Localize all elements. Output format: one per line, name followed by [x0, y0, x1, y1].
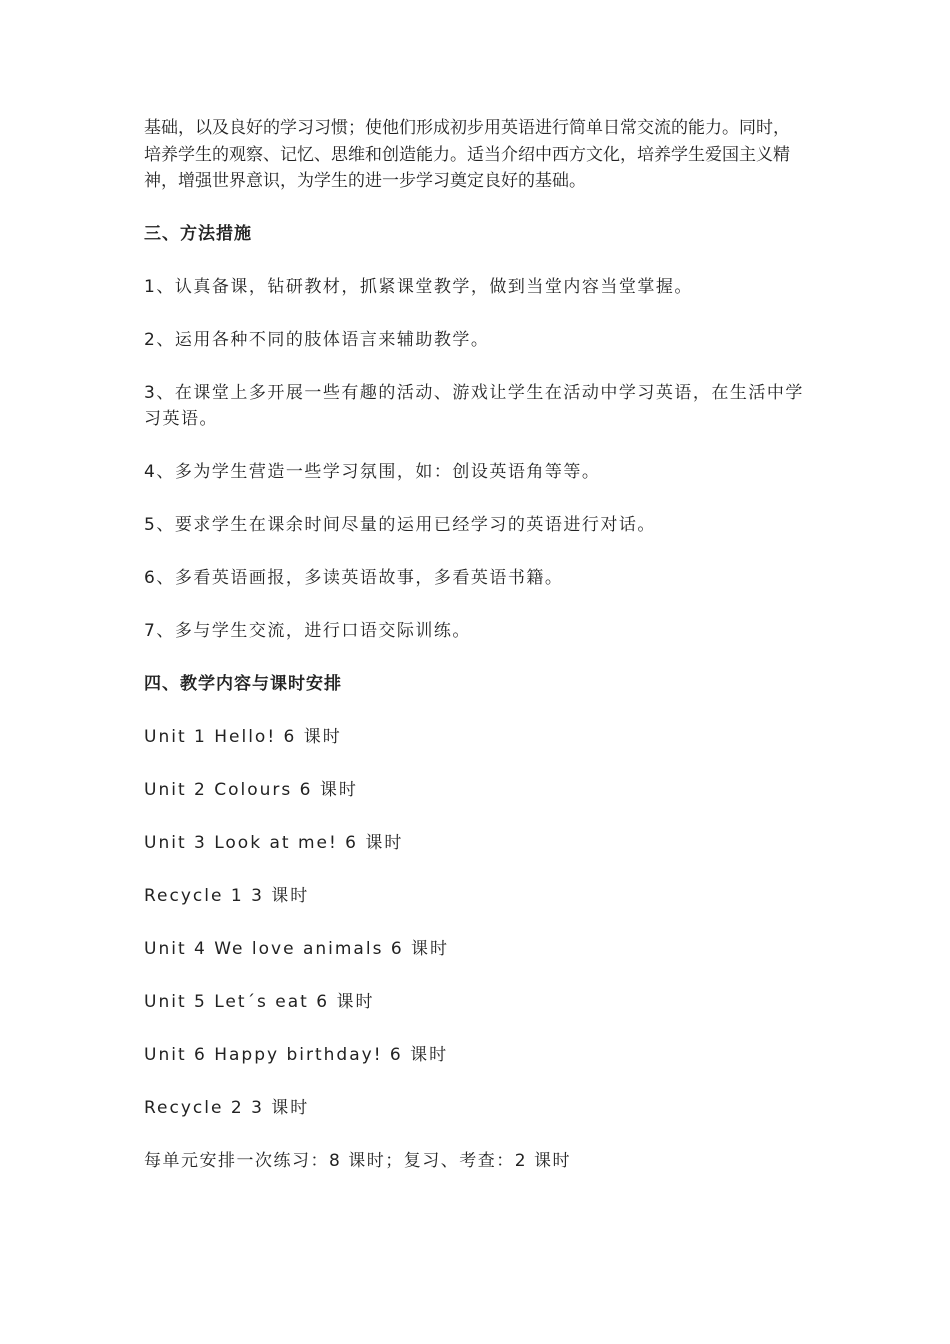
spacer [144, 803, 804, 830]
unit-item: Unit 2 Colours 6 课时 [144, 779, 358, 800]
method-item: 6、多看英语画报，多读英语故事，多看英语书籍。 [144, 568, 564, 588]
method-item: 7、多与学生交流，进行口语交际训练。 [144, 621, 471, 641]
spacer [144, 433, 804, 460]
spacer [144, 962, 804, 989]
method-item: 1、认真备课，钻研教材，抓紧课堂教学，做到当堂内容当堂掌握。 [144, 276, 693, 297]
method-item: 2、运用各种不同的肢体语言来辅助教学。 [144, 329, 490, 350]
method-item: 3、在课堂上多开展一些有趣的活动、游戏让学生在活动中学习英语，在生活中学习英语。 [144, 382, 804, 429]
spacer [144, 697, 804, 724]
spacer [144, 909, 804, 936]
spacer [144, 750, 804, 777]
unit-item: Unit 4 We love animals 6 课时 [144, 938, 450, 959]
spacer [144, 247, 804, 274]
method-item: 4、多为学生营造一些学习氛围，如：创设英语角等等。 [144, 462, 601, 482]
unit-item: Unit 1 Hello! 6 课时 [144, 726, 342, 747]
method-item: 5、要求学生在课余时间尽量的运用已经学习的英语进行对话。 [144, 515, 656, 535]
intro-paragraph: 基础，以及良好的学习习惯；使他们形成初步用英语进行简单日常交流的能力。同时，培养学生的观察、记忆、思维和创造能力。适当介绍中西方文化，培养学生爱国主义精神，增强世界意识，为学生的进一步学习奠定良好的基础。 [144, 118, 790, 191]
unit-item: Recycle 2 3 课时 [144, 1097, 310, 1118]
spacer [144, 300, 804, 327]
spacer [144, 195, 804, 222]
spacer [144, 539, 804, 566]
section-heading-methods: 三、方法措施 [144, 224, 252, 244]
unit-item: Unit 5 Let´s eat 6 课时 [144, 991, 375, 1012]
section-heading-content: 四、教学内容与课时安排 [144, 674, 342, 694]
unit-item: Unit 3 Look at me! 6 课时 [144, 832, 404, 853]
spacer [144, 1121, 804, 1148]
unit-item: Recycle 1 3 课时 [144, 885, 310, 906]
spacer [144, 856, 804, 883]
spacer [144, 353, 804, 380]
spacer [144, 645, 804, 672]
spacer [144, 1068, 804, 1095]
schedule-summary: 每单元安排一次练习：8 课时；复习、考查：2 课时 [144, 1150, 571, 1171]
spacer [144, 1015, 804, 1042]
spacer [144, 486, 804, 513]
spacer [144, 592, 804, 619]
unit-item: Unit 6 Happy birthday! 6 课时 [144, 1044, 449, 1065]
document-page [144, 115, 804, 1174]
